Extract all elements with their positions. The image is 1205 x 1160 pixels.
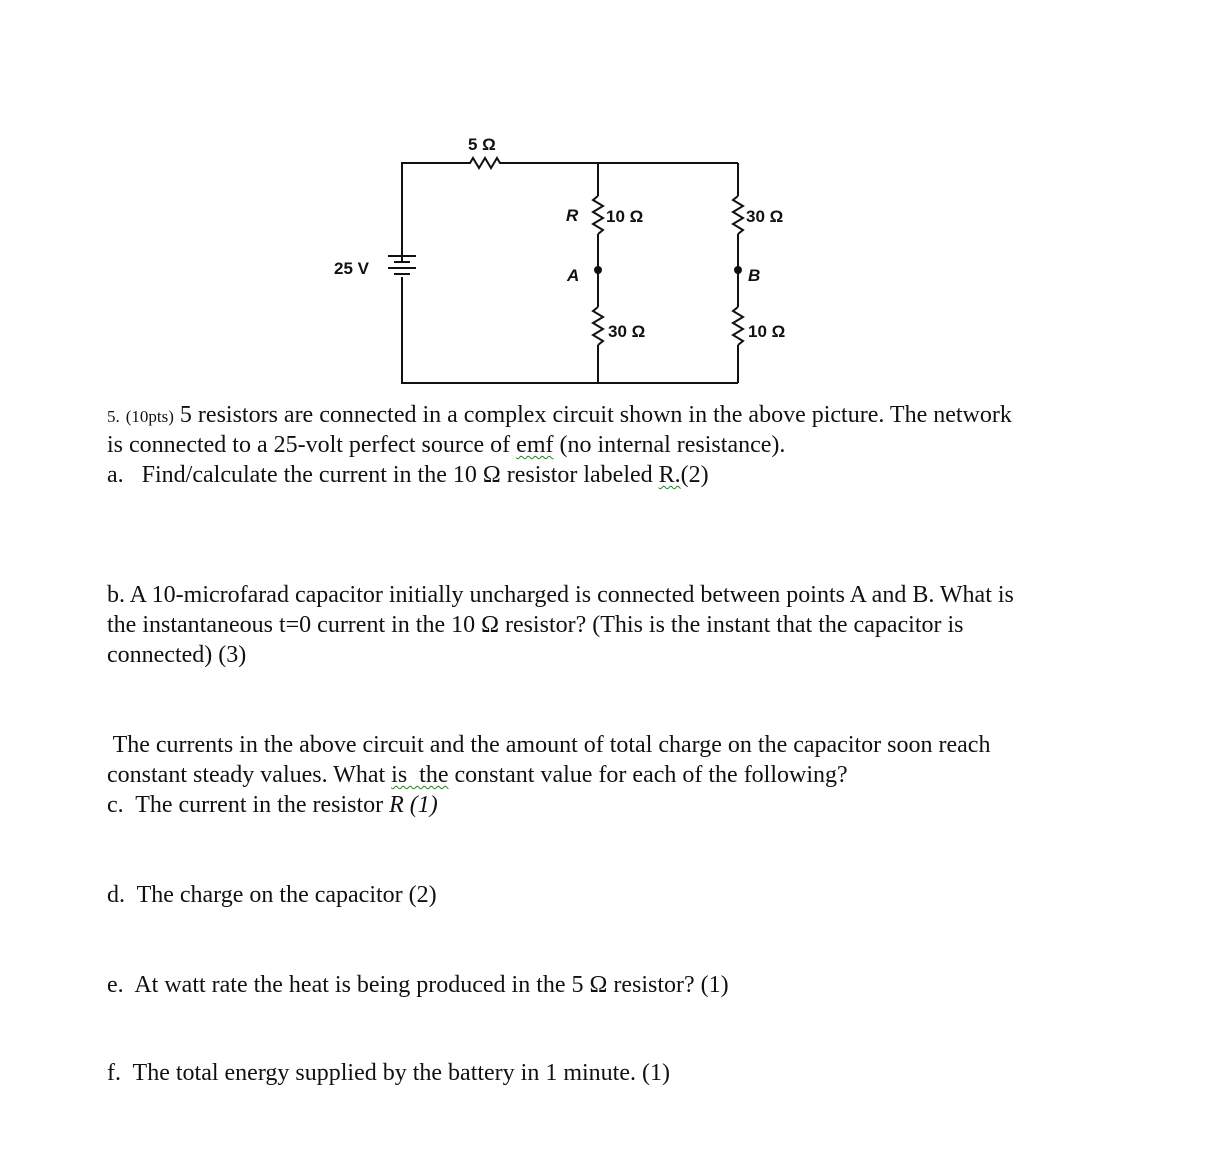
question-d: d. The charge on the capacitor (2) (107, 882, 437, 908)
problem-number: 5. (107, 407, 120, 426)
wire-left-bottom (402, 277, 738, 383)
resistor-r-10-ohm (593, 196, 603, 234)
question-a (107, 460, 709, 490)
question-a-points: (2) (680, 462, 709, 488)
question-e: e. At watt rate the heat is being produced in the 5 Ω resistor? (1) (107, 972, 729, 998)
steady-line-1: The currents in the above circuit and the amount of total charge on the capacitor soon reach (107, 732, 991, 758)
circuit-diagram (0, 0, 1205, 400)
intro-2a: is connected to a 25-volt perfect source of (107, 432, 517, 458)
steady-2a: constant steady values. What (107, 762, 392, 788)
label-30-ohm-mid: 30 Ω (608, 322, 646, 341)
node-a-dot (594, 266, 602, 274)
label-r: R (566, 206, 579, 225)
question-b-line-1: b. A 10-microfarad capacitor initially uncharged is connected between points A and B. What is (107, 582, 1014, 608)
question-f: f. The total energy supplied by the battery in 1 minute. (1) (107, 1060, 670, 1086)
question-c-text: c. The current in the resistor (107, 792, 390, 818)
question-a-text: Find/calculate the current in the 10 Ω resistor labeled (141, 462, 659, 488)
label-30-ohm-right: 30 Ω (746, 207, 784, 226)
emf-word: emf (516, 432, 554, 458)
question-c-r: R (1) (389, 792, 438, 818)
resistor-5-ohm (466, 158, 504, 168)
resistor-10-ohm-right (733, 307, 743, 345)
problem-points: (10pts) (125, 407, 174, 426)
steady-2c: constant value for each of the following? (448, 762, 848, 788)
label-r-value: 10 Ω (606, 207, 644, 226)
resistor-30-ohm-right (733, 196, 743, 234)
question-a-label: a. (107, 462, 124, 488)
resistor-30-ohm-mid (593, 307, 603, 345)
steady-2b: is the (391, 762, 449, 788)
question-c (107, 790, 438, 820)
problem-intro-line-1 (107, 400, 1012, 432)
label-10-ohm-right: 10 Ω (748, 322, 786, 341)
label-5-ohm: 5 Ω (468, 135, 496, 154)
problem-intro-line-2 (107, 430, 785, 460)
intro-2c: (no internal resistance). (553, 432, 786, 458)
label-node-a: A (567, 266, 580, 285)
problem-intro-text: 5 resistors are connected in a complex circuit shown in the above picture. The network (179, 402, 1012, 428)
question-b-line-3: connected) (3) (107, 642, 247, 668)
question-a-r: R. (658, 462, 681, 488)
steady-line-2 (107, 760, 848, 790)
wire-left-top (402, 163, 466, 262)
question-b-line-2: the instantaneous t=0 current in the 10 Ω resistor? (This is the instant that the capacitor is (107, 612, 964, 638)
label-25-v: 25 V (334, 259, 369, 278)
label-node-b: B (748, 266, 761, 285)
node-b-dot (734, 266, 742, 274)
